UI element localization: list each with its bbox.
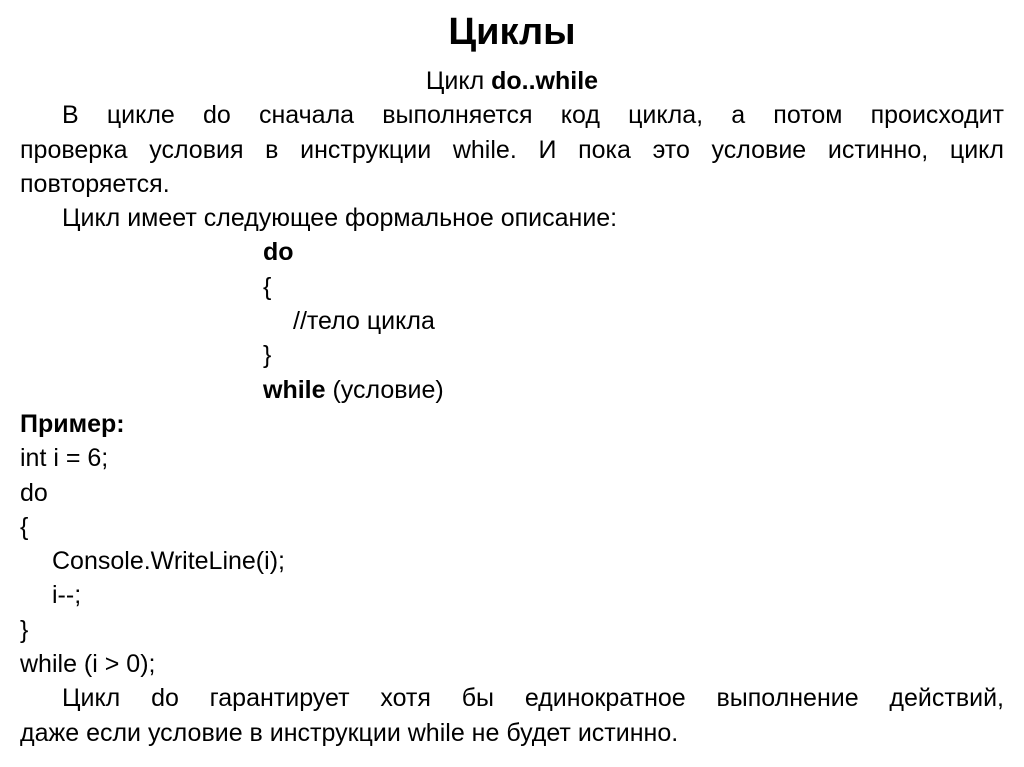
intro-line-1: В цикле do сначала выполняется код цикла, а потом происходит	[62, 101, 1004, 130]
example-code-line: int i = 6;	[20, 444, 109, 473]
example-code-line: i--;	[52, 581, 82, 610]
conclusion-line-2: даже если условие в инструкции while не будет истинно.	[20, 718, 679, 747]
subtitle-prefix: Цикл	[425, 67, 492, 95]
syntax-while-keyword: while	[263, 375, 326, 404]
intro-line-2: проверка условия в инструкции while. И пока это условие истинно, цикл	[20, 135, 1004, 164]
example-code-line: while (i > 0);	[20, 650, 156, 679]
subtitle-keyword: do..while	[491, 67, 599, 95]
formal-description-label: Цикл имеет следующее формальное описание:	[62, 204, 618, 233]
slide-title: Циклы	[448, 11, 576, 53]
example-heading: Пример:	[20, 409, 125, 438]
syntax-close-brace: }	[263, 341, 272, 370]
section-subtitle	[20, 64, 1004, 98]
example-code-line: }	[20, 615, 29, 644]
syntax-body-comment: //тело цикла	[293, 307, 435, 336]
slide-content	[20, 64, 1004, 750]
intro-line-3: повторяется.	[20, 169, 170, 198]
syntax-do-keyword: do	[263, 238, 294, 267]
syntax-while-line	[20, 373, 1004, 407]
example-code-line: do	[20, 478, 48, 507]
syntax-condition: (условие)	[325, 375, 444, 404]
example-code-line: {	[20, 512, 29, 541]
example-code-line: Console.WriteLine(i);	[52, 547, 285, 576]
syntax-open-brace: {	[263, 272, 272, 301]
conclusion-line-1: Цикл do гарантирует хотя бы единократное выполнение действий,	[62, 684, 1004, 713]
